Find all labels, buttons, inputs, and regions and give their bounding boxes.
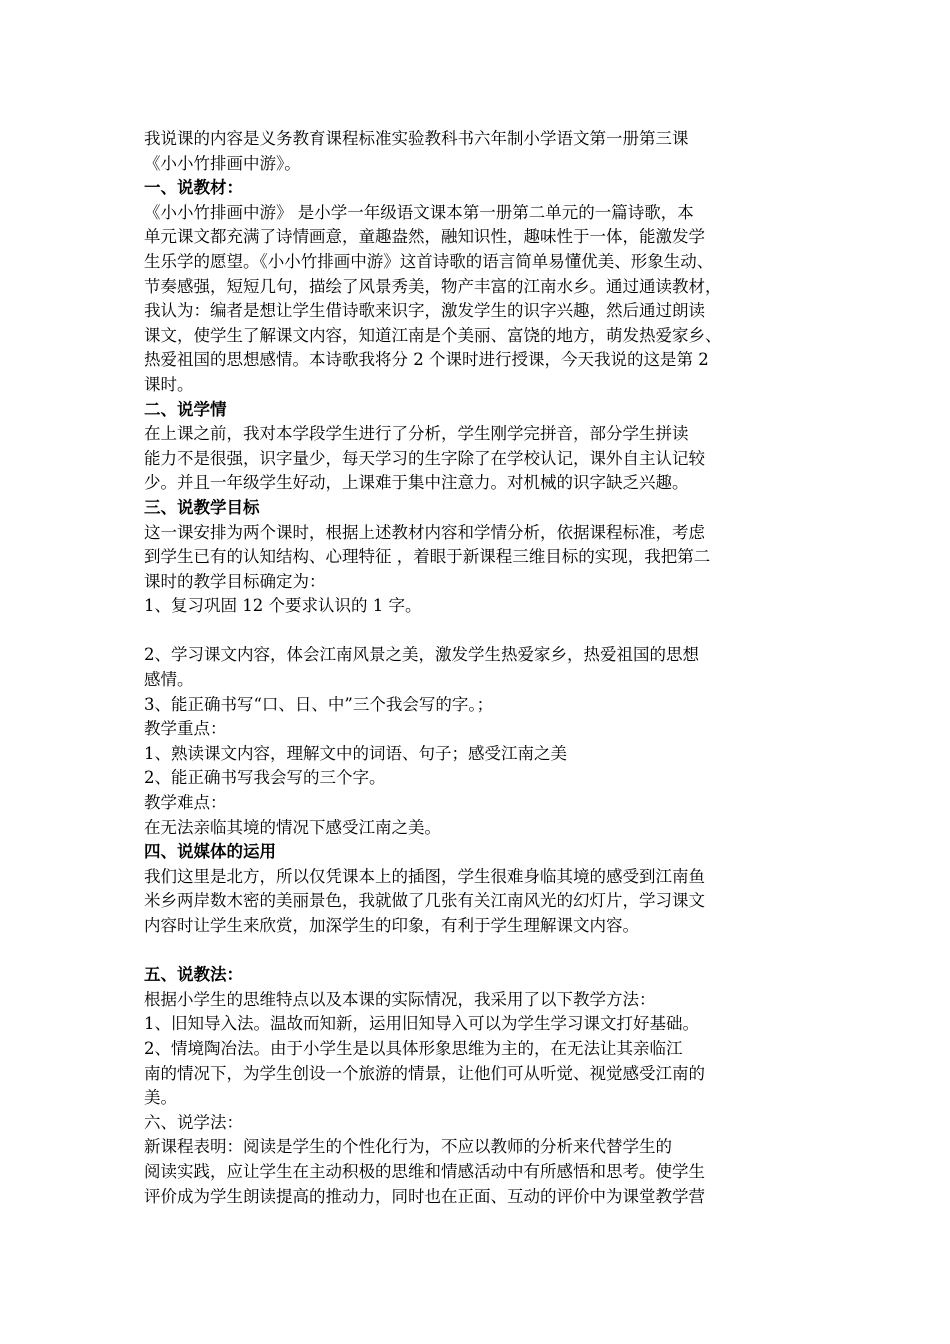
goal-item: 3、能正确书写“口、日、中”三个我会写的字。； bbox=[144, 694, 494, 714]
section-heading: 六、说学法： bbox=[144, 1112, 243, 1132]
paragraph-line: 课时。 bbox=[144, 374, 194, 394]
goal-item: 1、复习巩固 12 个要求认识的 1 字。 bbox=[144, 596, 422, 616]
goal-item: 2、学习课文内容，体会江南风景之美，激发学生热爱家乡，热爱祖国的思想 bbox=[144, 645, 699, 665]
paragraph-line: 我认为：编者是想让学生借诗歌来识字，激发学生的识字兴趣，然后通过朗读 bbox=[144, 301, 705, 321]
paragraph-line: 在上课之前，我对本学段学生进行了分析，学生刚学完拼音，部分学生拼读 bbox=[144, 424, 689, 444]
paragraph-line: 2、情境陶冶法。由于小学生是以具体形象思维为主的，在无法让其亲临江 bbox=[144, 1038, 683, 1058]
paragraph-line: 评价成为学生朗读提高的推动力，同时也在正面、互动的评价中为课堂教学营 bbox=[144, 1186, 705, 1206]
key-point-item: 2、能正确书写我会写的三个字。 bbox=[144, 768, 386, 788]
paragraph-line: 1、旧知导入法。温故而知新，运用旧知导入可以为学生学习课文打好基础。 bbox=[144, 1014, 699, 1034]
section-heading: 一、说教材： bbox=[144, 178, 243, 198]
section-heading: 二、说学情 bbox=[144, 399, 227, 419]
paragraph-line: 单元课文都充满了诗情画意，童趣盎然，融知识性，趣味性于一体，能激发学 bbox=[144, 227, 705, 247]
blank-line bbox=[144, 939, 809, 964]
section-heading: 四、说媒体的运用 bbox=[144, 842, 276, 862]
paragraph-line: 新课程表明：阅读是学生的个性化行为，不应以教师的分析来代替学生的 bbox=[144, 1137, 672, 1157]
paragraph-line: 少。并且一年级学生好动，上课难于集中注意力。对机械的识字缺乏兴趣。 bbox=[144, 473, 689, 493]
paragraph-line: 这一课安排为两个课时，根据上述教材内容和学情分析，依据课程标准，考虑 bbox=[144, 522, 705, 542]
intro-line: 《小小竹排画中游》。 bbox=[144, 153, 301, 173]
paragraph-line: 阅读实践，应让学生在主动积极的思维和情感活动中有所感悟和思考。使学生 bbox=[144, 1161, 705, 1181]
document-page bbox=[144, 127, 809, 1209]
paragraph-line: 能力不是很强，识字量少，每天学习的生字除了在学校认记，课外自主认记较 bbox=[144, 448, 705, 468]
paragraph-line: 我们这里是北方，所以仅凭课本上的插图，学生很难身临其境的感受到江南鱼 bbox=[144, 866, 705, 886]
paragraph-line: 内容时让学生来欣赏，加深学生的印象，有利于学生理解课文内容。 bbox=[144, 916, 639, 935]
paragraph-line: 课时的教学目标确定为： bbox=[144, 571, 326, 591]
difficulty-heading: 教学难点： bbox=[144, 793, 227, 813]
paragraph-line: 到学生已有的认知结构、心理特征 ，着眼于新课程三维目标的实现，我把第二 bbox=[144, 547, 711, 567]
goal-item: 感情。 bbox=[144, 670, 194, 690]
paragraph-line: 节奏感强，短短几句，描绘了风景秀美，物产丰富的江南水乡。通过通读教材， bbox=[144, 276, 722, 296]
paragraph-line: 生乐学的愿望。《小小竹排画中游》这首诗歌的语言简单易懂优美、形象生动、 bbox=[144, 251, 714, 271]
paragraph-line: 课文，使学生了解课文内容，知道江南是个美丽、富饶的地方，萌发热爱家乡、 bbox=[144, 325, 722, 345]
paragraph-line: 《小小竹排画中游》 是小学一年级语文课本第一册第二单元的一篇诗歌，本 bbox=[144, 202, 694, 222]
intro-line: 我说课的内容是义务教育课程标准实验教科书六年制小学语文第一册第三课 bbox=[144, 129, 689, 148]
blank-line bbox=[144, 619, 809, 644]
section-heading: 三、说教学目标 bbox=[144, 497, 260, 517]
section-heading: 五、说教法： bbox=[144, 965, 243, 985]
key-points-heading: 教学重点： bbox=[144, 719, 227, 739]
paragraph-line: 热爱祖国的思想感情。本诗歌我将分 2 个课时进行授课，今天我说的这是第 2 bbox=[144, 350, 709, 370]
paragraph-line: 美。 bbox=[144, 1088, 177, 1108]
paragraph-line: 米乡两岸数木密的美丽景色，我就做了几张有关江南风光的幻灯片，学习课文 bbox=[144, 891, 705, 911]
difficulty-item: 在无法亲临其境的情况下感受江南之美。 bbox=[144, 817, 441, 837]
paragraph-line: 根据小学生的思维特点以及本课的实际情况，我采用了以下教学方法： bbox=[144, 989, 656, 1009]
key-point-item: 1、熟读课文内容，理解文中的词语、句子；感受江南之美 bbox=[144, 743, 567, 763]
paragraph-line: 南的情况下，为学生创设一个旅游的情景，让他们可从听觉、视觉感受江南的 bbox=[144, 1063, 705, 1083]
